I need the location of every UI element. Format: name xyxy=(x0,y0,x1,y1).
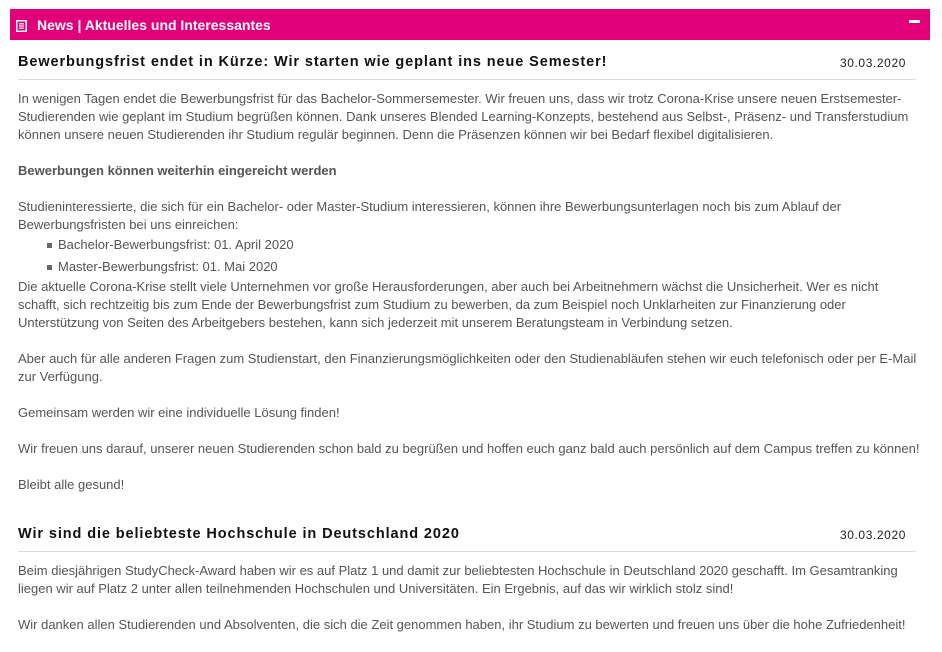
collapse-button[interactable] xyxy=(908,15,922,29)
minus-icon xyxy=(909,20,920,23)
list-item: Bachelor-Bewerbungsfrist: 01. April 2020 xyxy=(46,234,922,256)
article-paragraph: Aber auch für alle anderen Fragen zum Studienstart, den Finanzierungsmöglichkeiten oder den Studienabläufen stehen wir euch telefonisch oder per E-Mail zur Verfügung. xyxy=(18,351,917,384)
article-paragraph: Bleibt alle gesund! xyxy=(18,477,125,492)
article-title[interactable]: Bewerbungsfrist endet in Kürze: Wir starten wie geplant ins neue Semester! xyxy=(18,54,608,70)
article-header xyxy=(18,40,916,80)
news-article xyxy=(18,40,922,494)
article-paragraph: Die aktuelle Corona-Krise stellt viele Unternehmen vor große Herausforderungen, aber auch bei Arbeitnehmern wächst die Unsicherheit. Wer es nicht schafft, sich rechtzeitig bis zum Ende der Bewerbungsfrist zum Studium zu bewerben, da zum Beispiel noch Unklarheiten zur Finanzierung oder Unterstützung von Seiten des Arbeitgebers bestehen, kann sich jederzeit mit unserem Beratungsteam in Verbindung setzen. xyxy=(18,279,879,330)
article-title[interactable]: Wir sind die beliebteste Hochschule in Deutschland 2020 xyxy=(18,526,460,542)
panel-title: News | Aktuelles und Interessantes xyxy=(37,16,271,33)
news-article xyxy=(18,512,922,634)
article-paragraph: Beim diesjährigen StudyCheck-Award haben wir es auf Platz 1 und damit zur beliebtesten Hochschule in Deutschland 2020 geschafft. Im Gesamtranking liegen wir auf Platz 2 unter allen teilnehmenden Hochschulen und Universitäten. Ein Ergebnis, auf das wir wirklich stolz sind! xyxy=(18,563,898,596)
document-icon xyxy=(16,19,27,31)
article-body xyxy=(18,552,922,634)
article-paragraph: Wir danken allen Studierenden und Absolventen, die sich die Zeit genommen haben, ihr Studium zu bewerten und freuen uns über die hohe Zufriedenheit! xyxy=(18,617,906,632)
list-intro: Studieninteressierte, die sich für ein Bachelor- oder Master-Studium interessieren, können ihre Bewerbungsunterlagen noch bis zum Ablauf der Bewerbungsfristen bei uns einreichen: xyxy=(18,199,842,232)
article-body xyxy=(18,80,922,494)
deadline-list xyxy=(18,234,922,278)
news-panel xyxy=(10,9,930,652)
panel-header xyxy=(10,9,930,40)
article-paragraph: Gemeinsam werden wir eine individuelle Lösung finden! xyxy=(18,405,340,420)
article-subheading: Bewerbungen können weiterhin eingereicht werden xyxy=(18,163,337,178)
article-header xyxy=(18,512,916,552)
panel-body xyxy=(10,40,930,634)
article-date: 30.03.2020 xyxy=(839,56,906,70)
article-date: 30.03.2020 xyxy=(839,528,906,542)
article-paragraph: Wir freuen uns darauf, unserer neuen Studierenden schon bald zu begrüßen und hoffen euch ganz bald auch persönlich auf dem Campus treffen zu können! xyxy=(18,441,920,456)
article-intro: In wenigen Tagen endet die Bewerbungsfrist für das Bachelor-Sommersemester. Wir freuen uns, dass wir trotz Corona-Krise unsere neuen Erstsemester-Studierenden wie geplant im Studium begrüßen können. Dank unseres Blended Learning-Konzepts, bestehend aus Selbst-, Präsenz- und Transferstudium können unsere neuen Studierenden ihr Studium regulär beginnen. Denn die Präsenzen können wir bei Bedarf flexibel digitalisieren. xyxy=(18,91,909,142)
list-item: Master-Bewerbungsfrist: 01. Mai 2020 xyxy=(46,256,922,278)
